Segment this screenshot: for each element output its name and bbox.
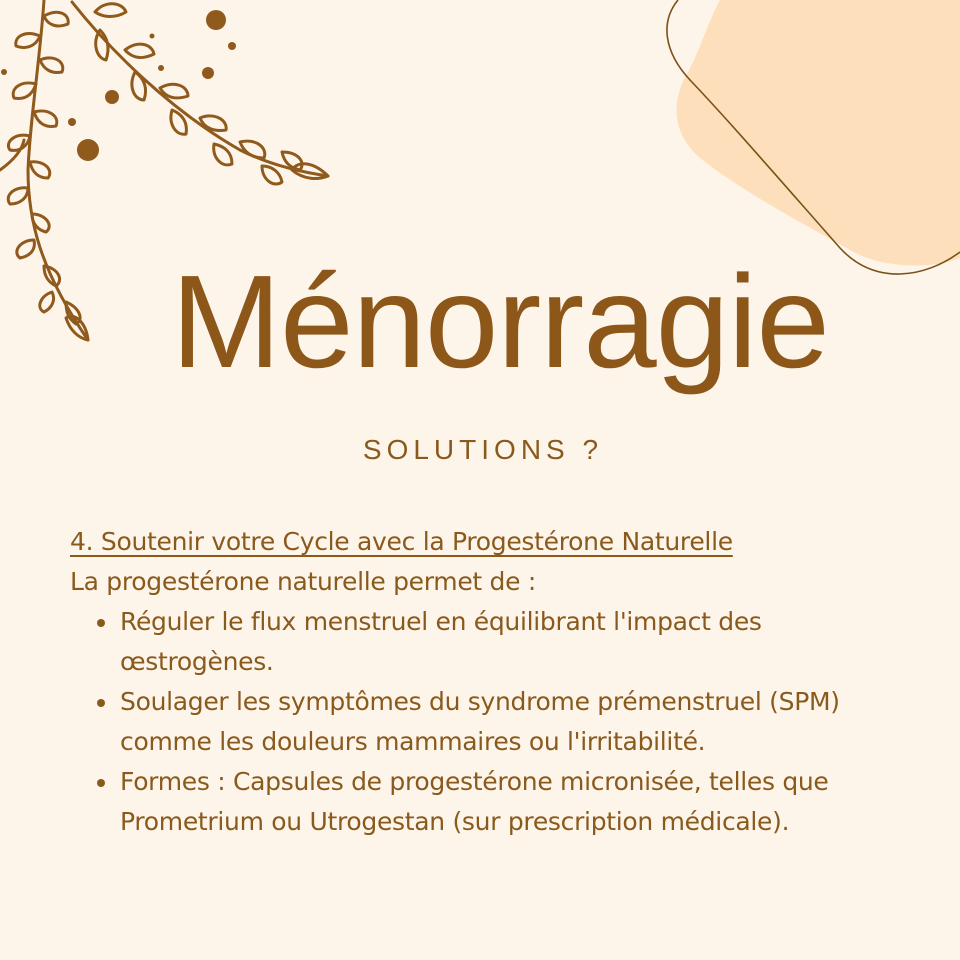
blob-shape-icon (667, 0, 960, 274)
page-title: Ménorragie (171, 248, 829, 395)
list-item: Formes : Capsules de progestérone micronisée, telles que Prometrium ou Utrogestan (sur prescription médicale). (120, 762, 900, 842)
section-intro: La progestérone naturelle permet de : (70, 567, 536, 596)
list-item: Réguler le flux menstruel en équilibrant l'impact des œstrogènes. (120, 602, 900, 682)
subtitle: SOLUTIONS ? (362, 434, 604, 465)
section-content (70, 522, 900, 842)
list-item: Soulager les symptômes du syndrome prémenstruel (SPM) comme les douleurs mammaires ou l'irritabilité. (120, 682, 900, 762)
section-heading: 4. Soutenir votre Cycle avec la Progestérone Naturelle (70, 527, 733, 556)
bullet-list (70, 602, 900, 842)
